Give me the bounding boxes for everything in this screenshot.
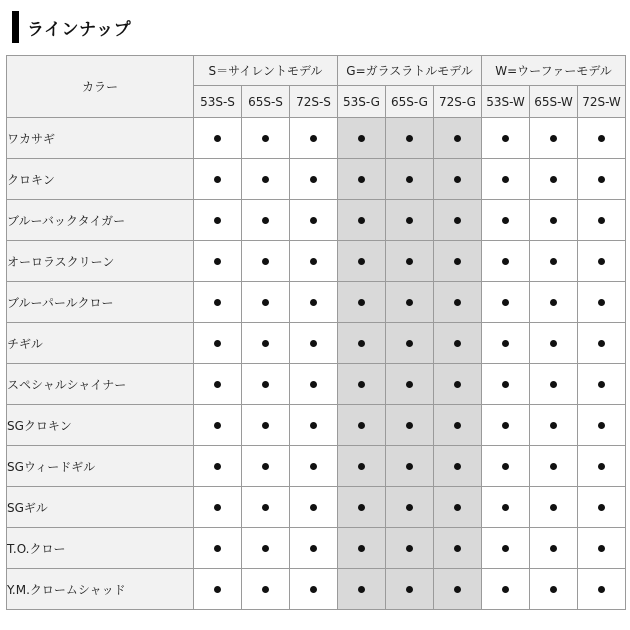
availability-cell bbox=[386, 200, 434, 241]
availability-cell bbox=[578, 446, 626, 487]
availability-cell bbox=[290, 528, 338, 569]
available-dot-icon bbox=[358, 176, 365, 183]
available-dot-icon bbox=[262, 545, 269, 552]
availability-cell bbox=[194, 446, 242, 487]
available-dot-icon bbox=[358, 135, 365, 142]
available-dot-icon bbox=[598, 258, 605, 265]
available-dot-icon bbox=[358, 504, 365, 511]
available-dot-icon bbox=[598, 176, 605, 183]
available-dot-icon bbox=[214, 217, 221, 224]
availability-cell bbox=[530, 159, 578, 200]
available-dot-icon bbox=[214, 504, 221, 511]
available-dot-icon bbox=[550, 381, 557, 388]
color-name-cell: ブルーバックタイガー bbox=[7, 200, 194, 241]
color-name-cell: Y.M.クロームシャッド bbox=[7, 569, 194, 610]
available-dot-icon bbox=[502, 176, 509, 183]
availability-cell bbox=[242, 446, 290, 487]
availability-cell bbox=[386, 528, 434, 569]
available-dot-icon bbox=[598, 299, 605, 306]
lineup-table bbox=[6, 55, 626, 610]
available-dot-icon bbox=[214, 176, 221, 183]
section-title bbox=[12, 10, 131, 44]
table-row bbox=[7, 282, 626, 323]
availability-cell bbox=[386, 569, 434, 610]
available-dot-icon bbox=[406, 258, 413, 265]
available-dot-icon bbox=[454, 135, 461, 142]
available-dot-icon bbox=[358, 463, 365, 470]
model-header: 53S-W bbox=[482, 86, 530, 118]
available-dot-icon bbox=[598, 463, 605, 470]
availability-cell bbox=[482, 528, 530, 569]
availability-cell bbox=[530, 364, 578, 405]
table-row bbox=[7, 200, 626, 241]
available-dot-icon bbox=[550, 340, 557, 347]
available-dot-icon bbox=[214, 545, 221, 552]
availability-cell bbox=[242, 405, 290, 446]
availability-cell bbox=[194, 487, 242, 528]
available-dot-icon bbox=[454, 340, 461, 347]
availability-cell bbox=[290, 159, 338, 200]
table-row bbox=[7, 364, 626, 405]
available-dot-icon bbox=[502, 258, 509, 265]
available-dot-icon bbox=[550, 258, 557, 265]
color-name-cell: ワカサギ bbox=[7, 118, 194, 159]
model-header: 65S-G bbox=[386, 86, 434, 118]
model-header: 72S-G bbox=[434, 86, 482, 118]
available-dot-icon bbox=[358, 381, 365, 388]
available-dot-icon bbox=[406, 463, 413, 470]
available-dot-icon bbox=[454, 504, 461, 511]
available-dot-icon bbox=[406, 176, 413, 183]
availability-cell bbox=[434, 159, 482, 200]
availability-cell bbox=[194, 200, 242, 241]
table-row bbox=[7, 159, 626, 200]
availability-cell bbox=[530, 528, 578, 569]
available-dot-icon bbox=[214, 258, 221, 265]
availability-cell bbox=[578, 364, 626, 405]
available-dot-icon bbox=[310, 258, 317, 265]
available-dot-icon bbox=[502, 340, 509, 347]
available-dot-icon bbox=[310, 217, 317, 224]
availability-cell bbox=[578, 569, 626, 610]
available-dot-icon bbox=[262, 340, 269, 347]
available-dot-icon bbox=[598, 545, 605, 552]
model-header: 72S-W bbox=[578, 86, 626, 118]
color-name-cell: SGギル bbox=[7, 487, 194, 528]
model-header: 65S-W bbox=[530, 86, 578, 118]
available-dot-icon bbox=[502, 545, 509, 552]
available-dot-icon bbox=[262, 586, 269, 593]
availability-cell bbox=[194, 323, 242, 364]
available-dot-icon bbox=[406, 504, 413, 511]
availability-cell bbox=[434, 405, 482, 446]
group-header-glass-rattle: G=ガラスラトルモデル bbox=[338, 56, 482, 86]
availability-cell bbox=[434, 241, 482, 282]
availability-cell bbox=[434, 569, 482, 610]
color-name-cell: ブルーパールクロー bbox=[7, 282, 194, 323]
available-dot-icon bbox=[598, 340, 605, 347]
availability-cell bbox=[290, 323, 338, 364]
availability-cell bbox=[530, 446, 578, 487]
availability-cell bbox=[242, 569, 290, 610]
availability-cell bbox=[434, 528, 482, 569]
availability-cell bbox=[290, 200, 338, 241]
group-header-row bbox=[7, 56, 626, 86]
available-dot-icon bbox=[454, 258, 461, 265]
availability-cell bbox=[530, 200, 578, 241]
availability-cell bbox=[482, 569, 530, 610]
available-dot-icon bbox=[310, 176, 317, 183]
availability-cell bbox=[530, 282, 578, 323]
availability-cell bbox=[482, 487, 530, 528]
available-dot-icon bbox=[310, 586, 317, 593]
availability-cell bbox=[194, 118, 242, 159]
available-dot-icon bbox=[598, 422, 605, 429]
availability-cell bbox=[338, 364, 386, 405]
available-dot-icon bbox=[262, 463, 269, 470]
available-dot-icon bbox=[406, 545, 413, 552]
available-dot-icon bbox=[262, 176, 269, 183]
availability-cell bbox=[386, 405, 434, 446]
availability-cell bbox=[338, 569, 386, 610]
availability-cell bbox=[578, 282, 626, 323]
color-name-cell: クロキン bbox=[7, 159, 194, 200]
availability-cell bbox=[482, 446, 530, 487]
table-head bbox=[7, 56, 626, 118]
available-dot-icon bbox=[214, 135, 221, 142]
table-body bbox=[7, 118, 626, 610]
availability-cell bbox=[242, 323, 290, 364]
color-name-cell: チギル bbox=[7, 323, 194, 364]
available-dot-icon bbox=[598, 381, 605, 388]
availability-cell bbox=[338, 282, 386, 323]
available-dot-icon bbox=[262, 135, 269, 142]
available-dot-icon bbox=[406, 422, 413, 429]
color-name-cell: オーロラスクリーン bbox=[7, 241, 194, 282]
available-dot-icon bbox=[598, 586, 605, 593]
available-dot-icon bbox=[358, 217, 365, 224]
available-dot-icon bbox=[310, 340, 317, 347]
available-dot-icon bbox=[598, 135, 605, 142]
availability-cell bbox=[434, 446, 482, 487]
available-dot-icon bbox=[310, 463, 317, 470]
availability-cell bbox=[386, 487, 434, 528]
availability-cell bbox=[338, 118, 386, 159]
availability-cell bbox=[242, 159, 290, 200]
group-header-silent: S＝サイレントモデル bbox=[194, 56, 338, 86]
availability-cell bbox=[338, 405, 386, 446]
availability-cell bbox=[578, 118, 626, 159]
available-dot-icon bbox=[358, 258, 365, 265]
availability-cell bbox=[242, 200, 290, 241]
availability-cell bbox=[290, 364, 338, 405]
availability-cell bbox=[338, 241, 386, 282]
available-dot-icon bbox=[598, 504, 605, 511]
availability-cell bbox=[434, 282, 482, 323]
availability-cell bbox=[578, 528, 626, 569]
available-dot-icon bbox=[262, 504, 269, 511]
availability-cell bbox=[578, 323, 626, 364]
available-dot-icon bbox=[550, 135, 557, 142]
availability-cell bbox=[434, 487, 482, 528]
available-dot-icon bbox=[310, 504, 317, 511]
availability-cell bbox=[386, 364, 434, 405]
available-dot-icon bbox=[454, 422, 461, 429]
availability-cell bbox=[482, 364, 530, 405]
availability-cell bbox=[530, 241, 578, 282]
table-row bbox=[7, 487, 626, 528]
table-row bbox=[7, 405, 626, 446]
table-row bbox=[7, 569, 626, 610]
available-dot-icon bbox=[214, 381, 221, 388]
availability-cell bbox=[194, 159, 242, 200]
model-header: 65S-S bbox=[242, 86, 290, 118]
color-name-cell: スペシャルシャイナー bbox=[7, 364, 194, 405]
available-dot-icon bbox=[406, 299, 413, 306]
available-dot-icon bbox=[550, 586, 557, 593]
color-name-cell: T.O.クロー bbox=[7, 528, 194, 569]
availability-cell bbox=[386, 323, 434, 364]
table-row bbox=[7, 446, 626, 487]
availability-cell bbox=[578, 200, 626, 241]
available-dot-icon bbox=[454, 299, 461, 306]
available-dot-icon bbox=[550, 422, 557, 429]
available-dot-icon bbox=[406, 340, 413, 347]
available-dot-icon bbox=[454, 463, 461, 470]
table-row bbox=[7, 241, 626, 282]
available-dot-icon bbox=[454, 545, 461, 552]
availability-cell bbox=[434, 200, 482, 241]
availability-cell bbox=[386, 118, 434, 159]
available-dot-icon bbox=[358, 586, 365, 593]
available-dot-icon bbox=[262, 381, 269, 388]
availability-cell bbox=[338, 323, 386, 364]
availability-cell bbox=[578, 159, 626, 200]
available-dot-icon bbox=[358, 545, 365, 552]
availability-cell bbox=[386, 446, 434, 487]
available-dot-icon bbox=[550, 504, 557, 511]
availability-cell bbox=[530, 487, 578, 528]
page-title: ラインナップ bbox=[27, 19, 132, 40]
availability-cell bbox=[194, 282, 242, 323]
available-dot-icon bbox=[310, 422, 317, 429]
available-dot-icon bbox=[550, 545, 557, 552]
availability-cell bbox=[338, 159, 386, 200]
availability-cell bbox=[242, 364, 290, 405]
availability-cell bbox=[194, 405, 242, 446]
color-name-cell: SGウィードギル bbox=[7, 446, 194, 487]
availability-cell bbox=[578, 241, 626, 282]
availability-cell bbox=[194, 569, 242, 610]
available-dot-icon bbox=[262, 217, 269, 224]
available-dot-icon bbox=[262, 422, 269, 429]
availability-cell bbox=[338, 528, 386, 569]
availability-cell bbox=[194, 528, 242, 569]
model-header: 72S-S bbox=[290, 86, 338, 118]
availability-cell bbox=[386, 282, 434, 323]
availability-cell bbox=[482, 405, 530, 446]
availability-cell bbox=[434, 364, 482, 405]
availability-cell bbox=[290, 405, 338, 446]
availability-cell bbox=[482, 200, 530, 241]
availability-cell bbox=[434, 323, 482, 364]
available-dot-icon bbox=[550, 299, 557, 306]
available-dot-icon bbox=[502, 422, 509, 429]
availability-cell bbox=[290, 487, 338, 528]
availability-cell bbox=[194, 364, 242, 405]
group-header-woofer: W=ウーファーモデル bbox=[482, 56, 626, 86]
available-dot-icon bbox=[358, 422, 365, 429]
model-header: 53S-S bbox=[194, 86, 242, 118]
available-dot-icon bbox=[310, 135, 317, 142]
available-dot-icon bbox=[502, 504, 509, 511]
available-dot-icon bbox=[310, 545, 317, 552]
availability-cell bbox=[578, 405, 626, 446]
available-dot-icon bbox=[598, 217, 605, 224]
available-dot-icon bbox=[310, 299, 317, 306]
available-dot-icon bbox=[358, 340, 365, 347]
availability-cell bbox=[290, 569, 338, 610]
table-row bbox=[7, 118, 626, 159]
color-column-header: カラー bbox=[7, 56, 194, 118]
available-dot-icon bbox=[406, 135, 413, 142]
available-dot-icon bbox=[262, 258, 269, 265]
available-dot-icon bbox=[262, 299, 269, 306]
availability-cell bbox=[290, 118, 338, 159]
availability-cell bbox=[482, 323, 530, 364]
available-dot-icon bbox=[502, 299, 509, 306]
availability-cell bbox=[242, 118, 290, 159]
availability-cell bbox=[242, 241, 290, 282]
availability-cell bbox=[530, 405, 578, 446]
available-dot-icon bbox=[454, 217, 461, 224]
available-dot-icon bbox=[214, 463, 221, 470]
available-dot-icon bbox=[358, 299, 365, 306]
availability-cell bbox=[338, 487, 386, 528]
available-dot-icon bbox=[214, 422, 221, 429]
availability-cell bbox=[482, 159, 530, 200]
available-dot-icon bbox=[502, 135, 509, 142]
availability-cell bbox=[482, 241, 530, 282]
availability-cell bbox=[530, 569, 578, 610]
available-dot-icon bbox=[406, 381, 413, 388]
availability-cell bbox=[338, 200, 386, 241]
available-dot-icon bbox=[406, 217, 413, 224]
available-dot-icon bbox=[310, 381, 317, 388]
available-dot-icon bbox=[406, 586, 413, 593]
model-header: 53S-G bbox=[338, 86, 386, 118]
available-dot-icon bbox=[502, 586, 509, 593]
available-dot-icon bbox=[502, 217, 509, 224]
available-dot-icon bbox=[502, 381, 509, 388]
available-dot-icon bbox=[214, 586, 221, 593]
availability-cell bbox=[290, 446, 338, 487]
availability-cell bbox=[242, 487, 290, 528]
availability-cell bbox=[578, 487, 626, 528]
available-dot-icon bbox=[550, 217, 557, 224]
available-dot-icon bbox=[454, 381, 461, 388]
available-dot-icon bbox=[550, 176, 557, 183]
table-row bbox=[7, 528, 626, 569]
availability-cell bbox=[242, 528, 290, 569]
table-row bbox=[7, 323, 626, 364]
availability-cell bbox=[242, 282, 290, 323]
available-dot-icon bbox=[454, 586, 461, 593]
availability-cell bbox=[290, 282, 338, 323]
availability-cell bbox=[530, 323, 578, 364]
available-dot-icon bbox=[550, 463, 557, 470]
available-dot-icon bbox=[214, 299, 221, 306]
title-accent-bar bbox=[12, 11, 19, 43]
availability-cell bbox=[434, 118, 482, 159]
availability-cell bbox=[482, 118, 530, 159]
available-dot-icon bbox=[502, 463, 509, 470]
availability-cell bbox=[482, 282, 530, 323]
availability-cell bbox=[386, 241, 434, 282]
availability-cell bbox=[194, 241, 242, 282]
availability-cell bbox=[338, 446, 386, 487]
available-dot-icon bbox=[214, 340, 221, 347]
color-name-cell: SGクロキン bbox=[7, 405, 194, 446]
availability-cell bbox=[290, 241, 338, 282]
availability-cell bbox=[530, 118, 578, 159]
availability-cell bbox=[386, 159, 434, 200]
available-dot-icon bbox=[454, 176, 461, 183]
